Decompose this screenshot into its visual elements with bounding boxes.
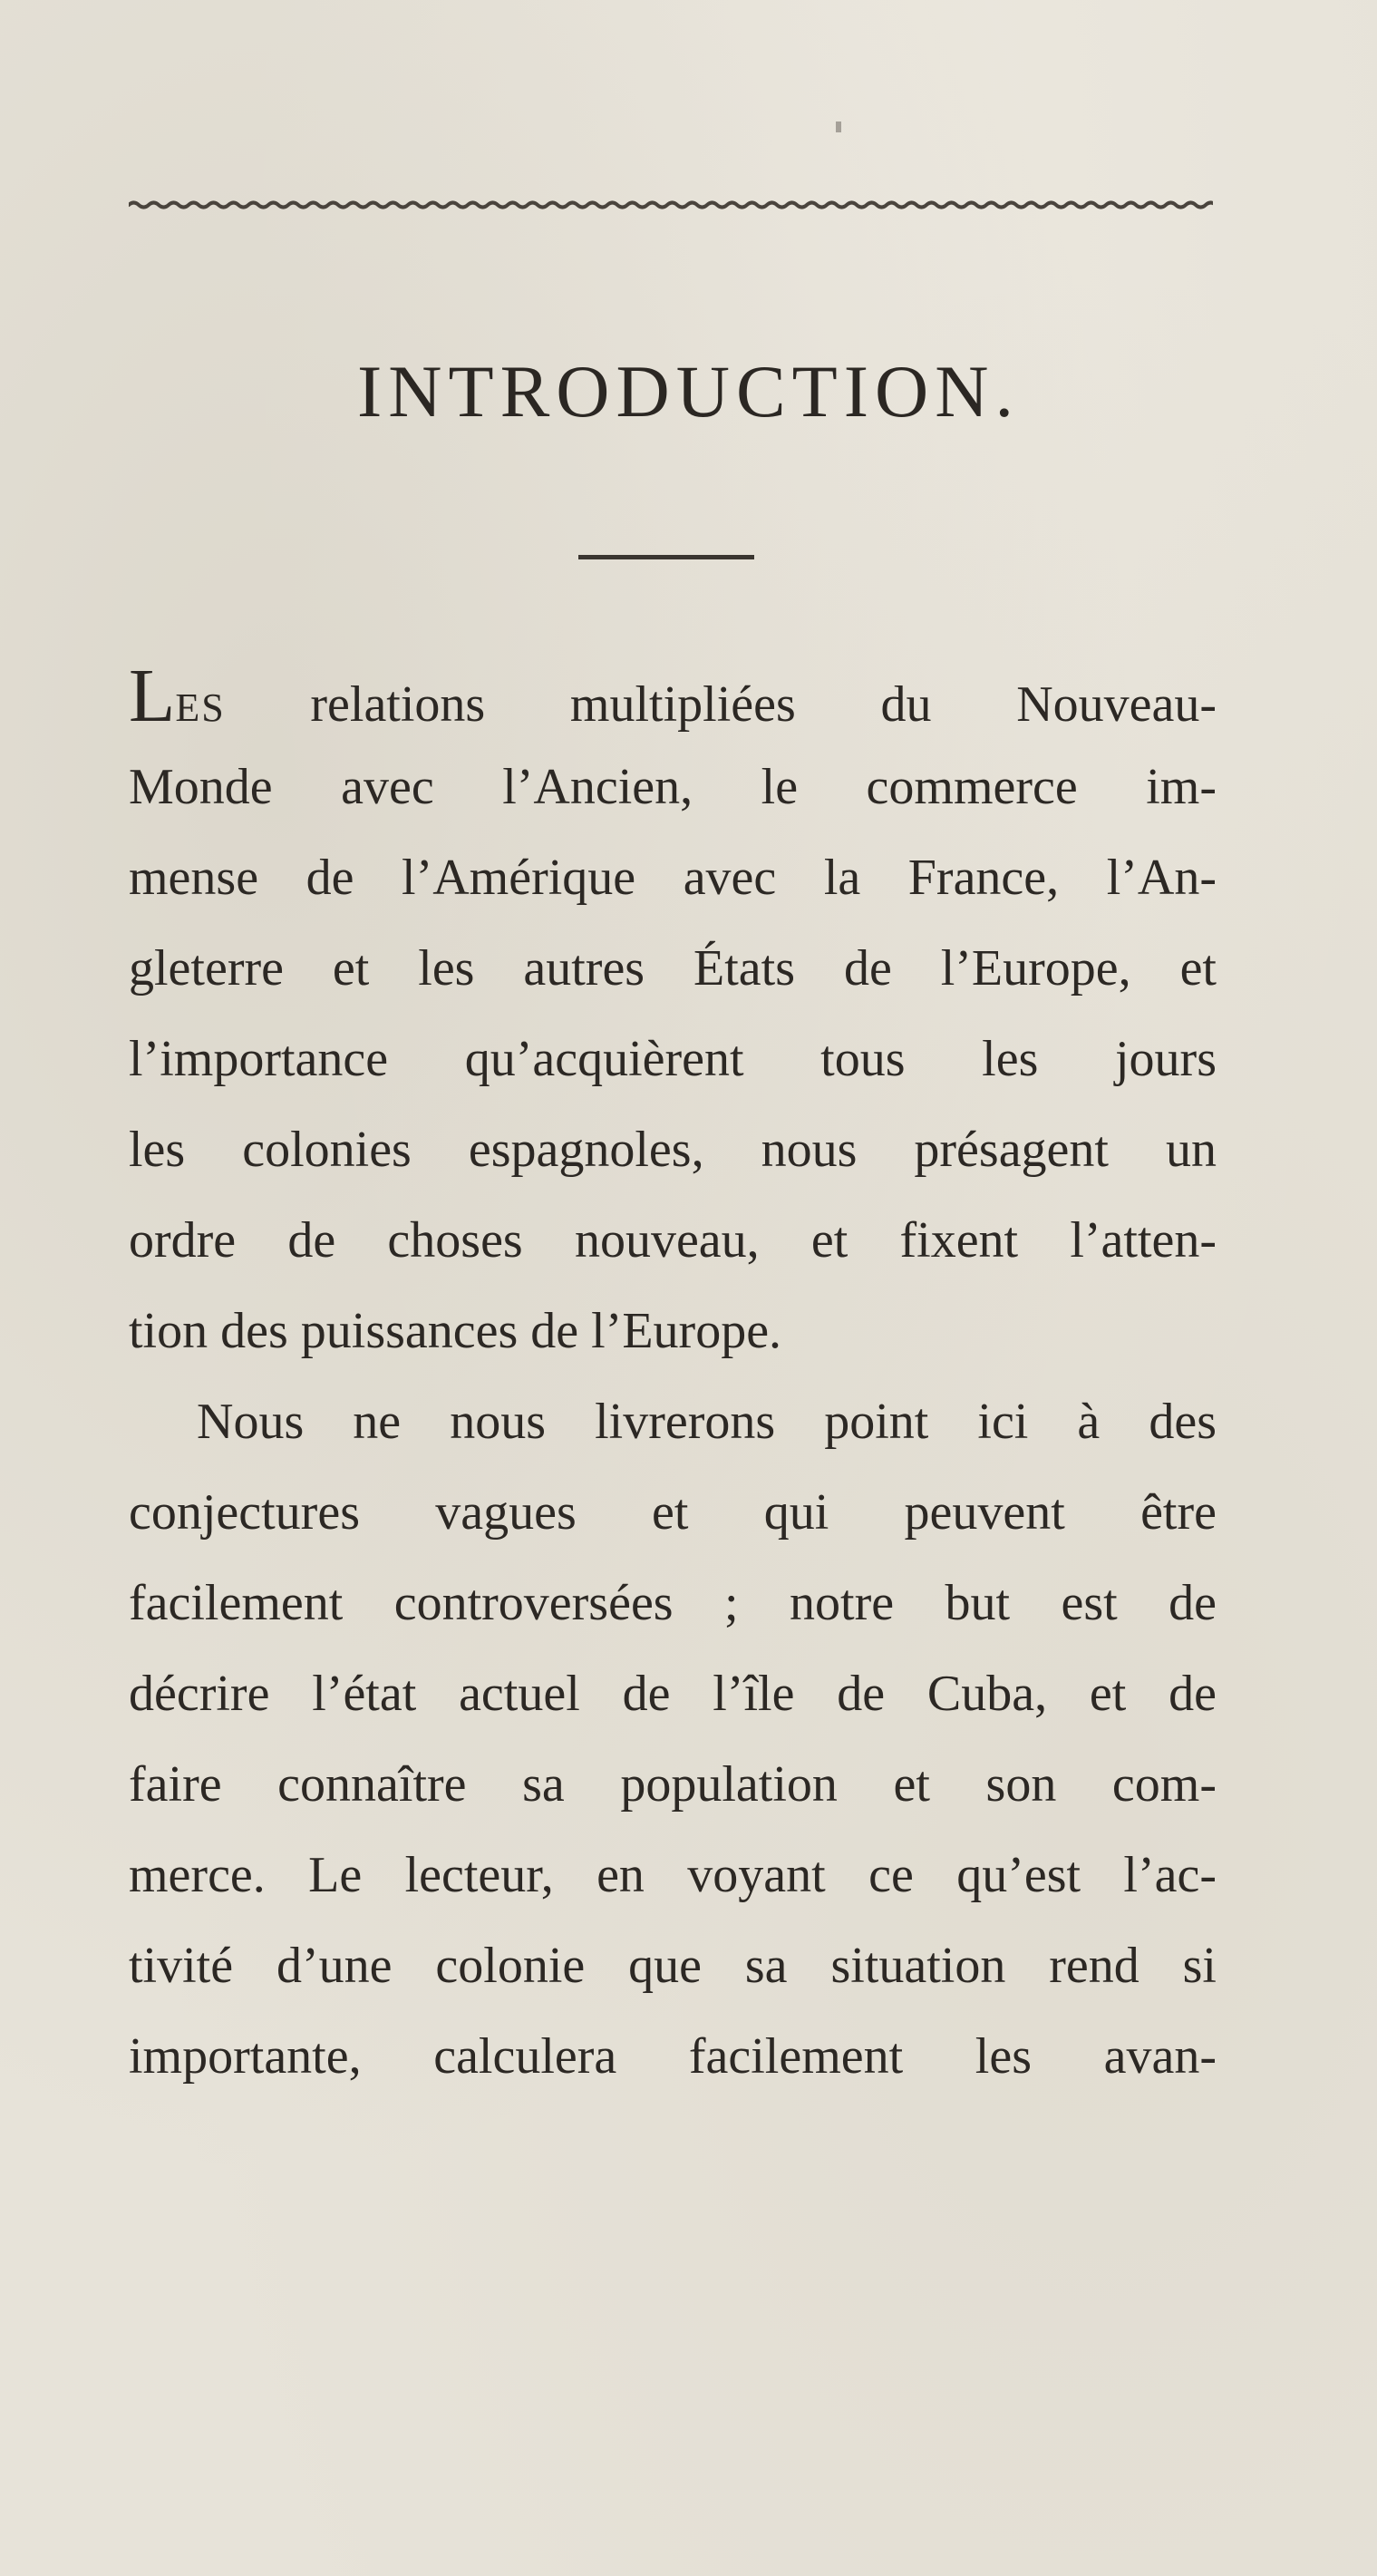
signature-mark xyxy=(836,122,841,132)
text-line: Nous ne nous livrerons point ici à des xyxy=(197,1394,1217,1450)
text-line: Monde avec l’Ancien, le commerce im- xyxy=(129,759,1217,815)
chapter-title: INTRODUCTION. xyxy=(357,350,1020,433)
text-line xyxy=(129,651,1217,742)
text-line: ordre de choses nouveau, et fixent l’atten- xyxy=(129,1212,1217,1269)
text-line: conjectures vagues et qui peuvent être xyxy=(129,1484,1217,1541)
text-line: l’importance qu’acquièrent tous les jours xyxy=(129,1031,1217,1087)
text-line: importante, calculera facilement les avan- xyxy=(129,2028,1217,2085)
ornamental-divider xyxy=(129,198,1213,212)
line-text: relations multipliées du Nouveau- xyxy=(225,676,1217,733)
small-caps: ES xyxy=(175,685,226,730)
text-line: décrire l’état actuel de l’île de Cuba, et de xyxy=(129,1666,1217,1722)
text-line: facilement controversées ; notre but est de xyxy=(129,1575,1217,1631)
text-line: merce. Le lecteur, en voyant ce qu’est l’ac- xyxy=(129,1847,1217,1903)
text-line: gleterre et les autres États de l’Europe, et xyxy=(129,940,1217,996)
text-line: les colonies espagnoles, nous présagent un xyxy=(129,1122,1217,1178)
title-rule xyxy=(578,555,754,559)
text-line: tion des puissances de l’Europe. xyxy=(129,1303,782,1359)
drop-cap: L xyxy=(129,654,176,738)
text-line: tivité d’une colonie que sa situation rend si xyxy=(129,1938,1217,1994)
text-line: mense de l’Amérique avec la France, l’An- xyxy=(129,850,1217,906)
text-line: faire connaître sa population et son com- xyxy=(129,1756,1217,1813)
body-text xyxy=(129,651,1217,2102)
